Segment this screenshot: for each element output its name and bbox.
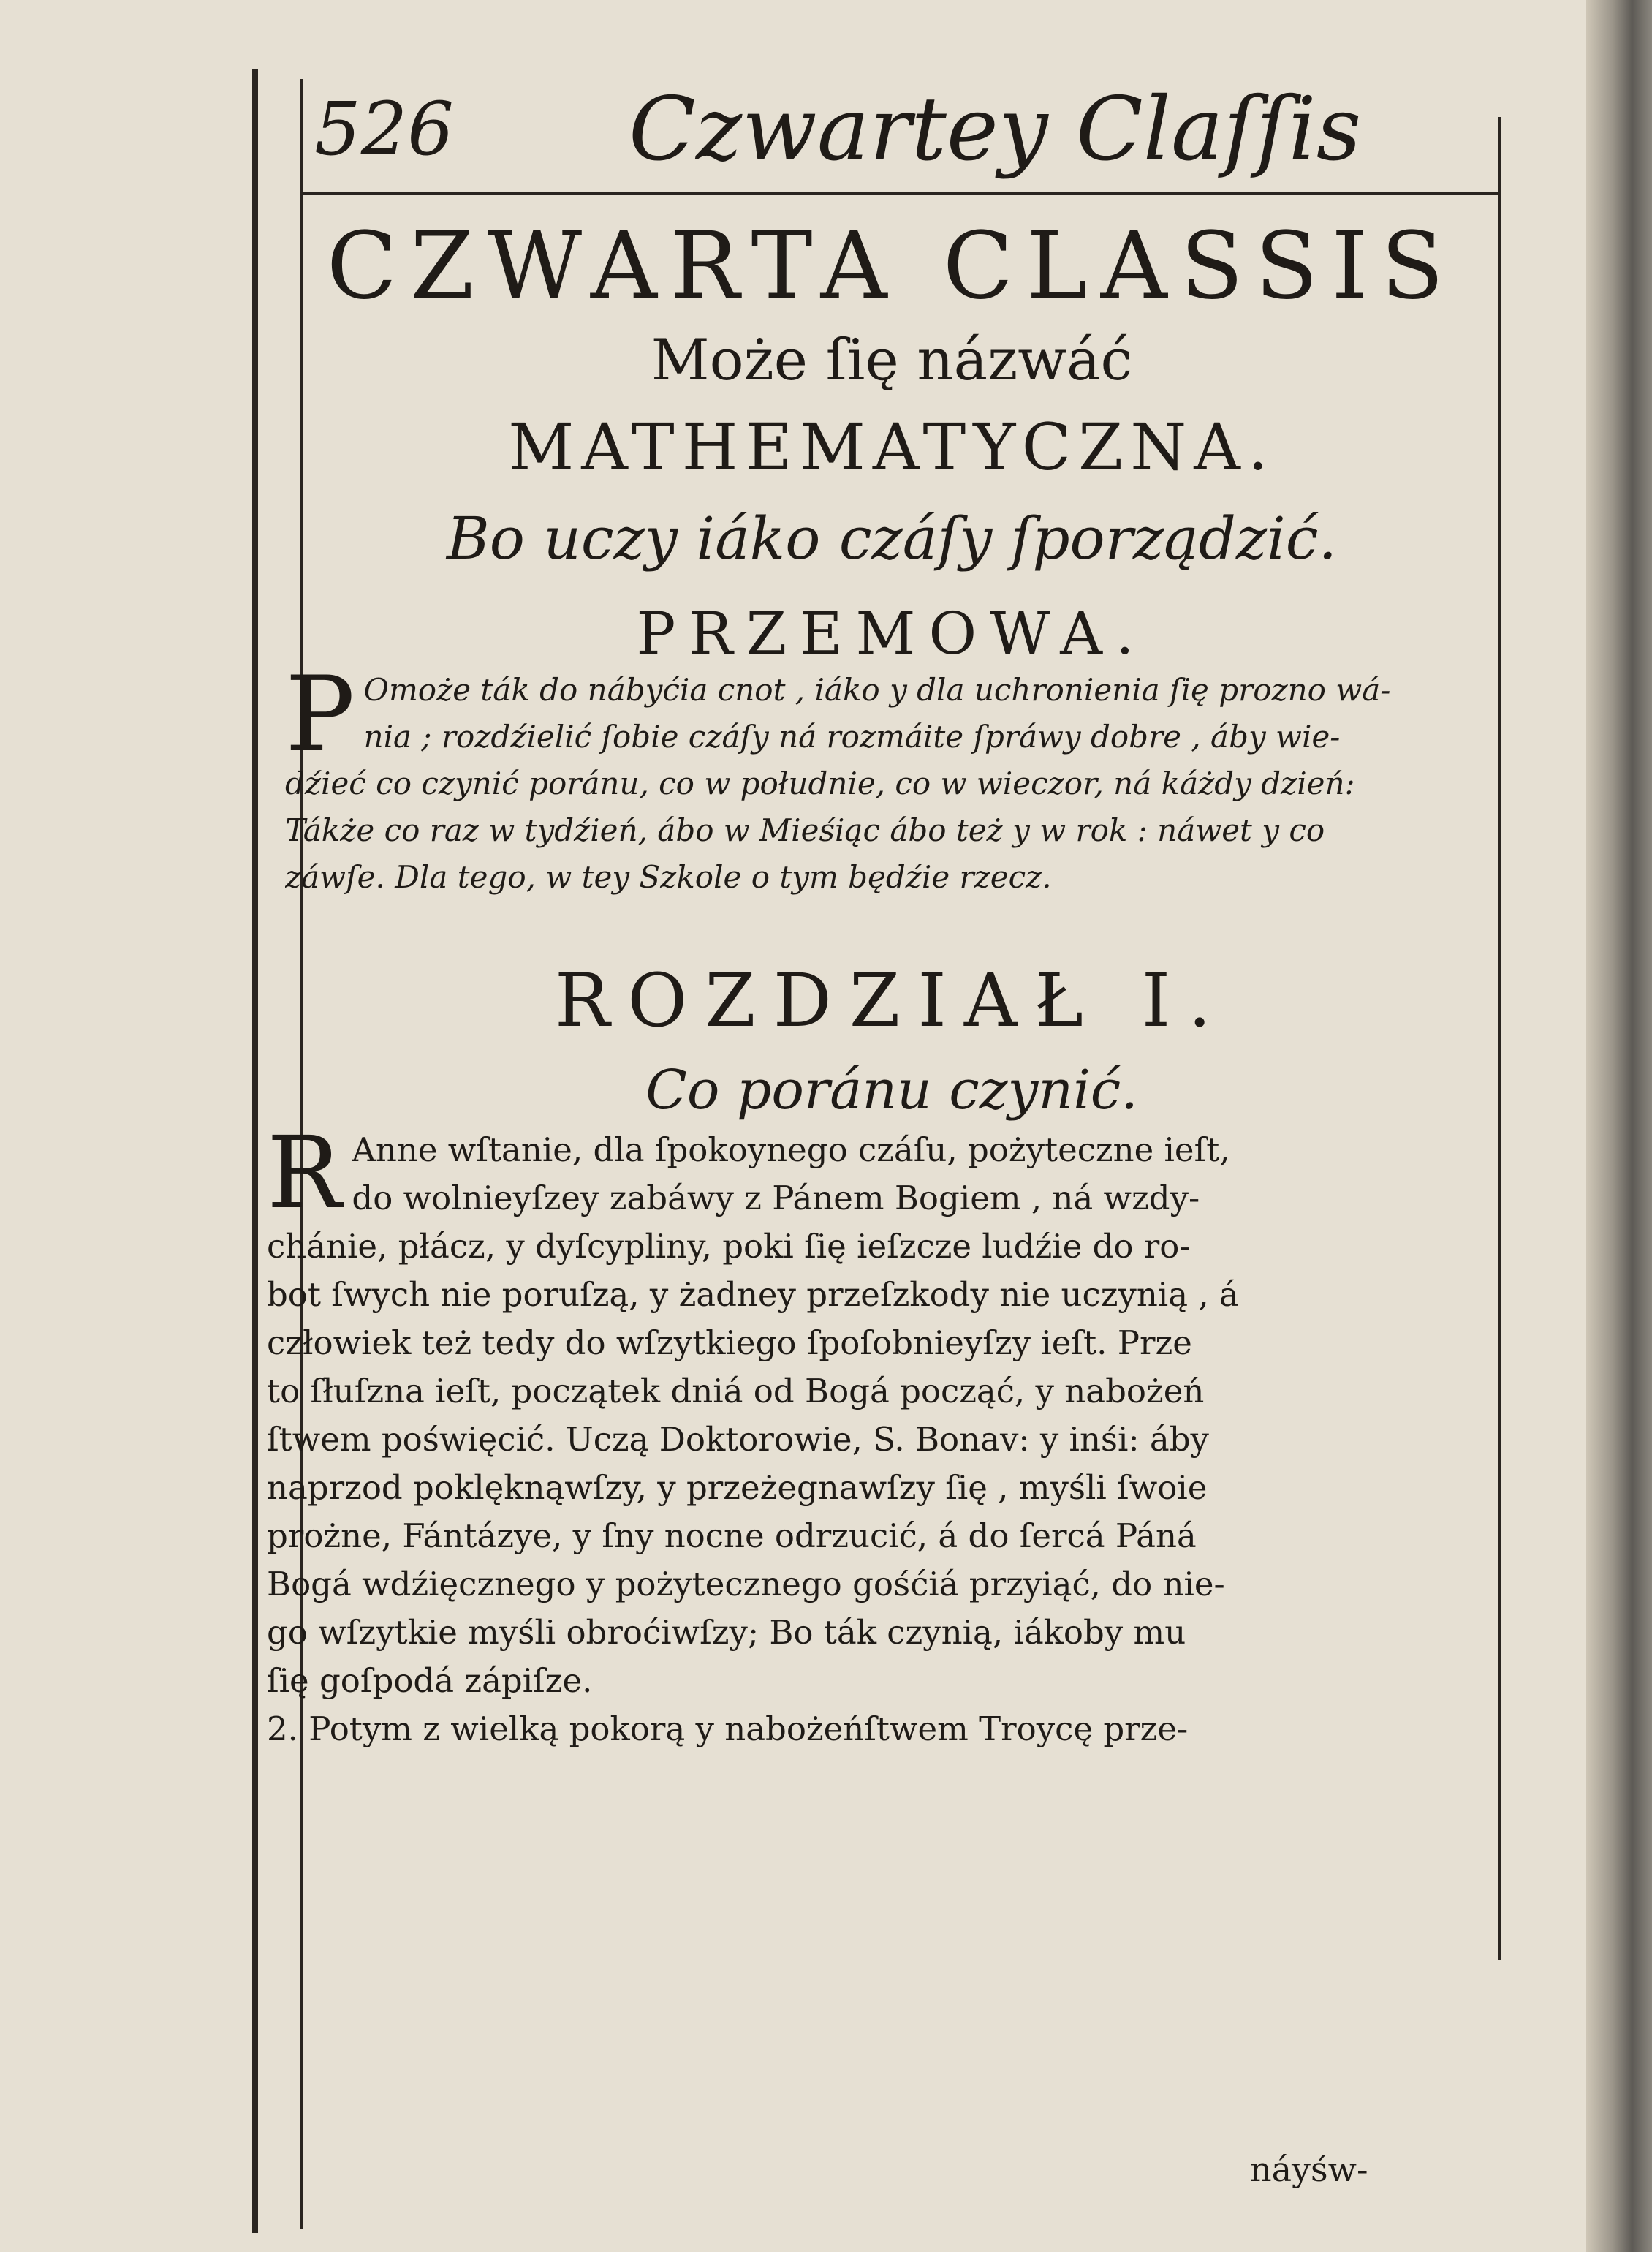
body-line: do wolnieyſzey zabáwy z Pánem Bogiem , ná wzdy-: [352, 1179, 1200, 1217]
running-head: Czwartey Claſſis: [629, 79, 1362, 181]
book-gutter: [1586, 0, 1652, 2252]
header-rule: [300, 192, 1498, 195]
section-heading: PRZEMOWA.: [636, 600, 1148, 668]
intro-line: dźieć co czynić poránu, co w południe, co w wieczor, ná káżdy dzień:: [285, 766, 1355, 801]
page-number: 526: [314, 86, 454, 172]
intro-dropcap: P: [285, 654, 355, 775]
catchword: náyśw-: [1250, 2150, 1368, 2189]
body-line: bot ſwych nie poruſzą, y żadney przeſzkody nie uczynią , á: [267, 1275, 1239, 1314]
body-line: człowiek też tedy do wſzytkiego ſpoſobnieyſzy ieſt. Prze: [267, 1323, 1192, 1362]
body-dropcap: R: [267, 1116, 342, 1231]
body-line: 2. Potym z wielką pokorą y nabożeńſtwem Troycę prze-: [267, 1709, 1189, 1748]
body-line: chánie, płácz, y dyſcypliny, poki ſię ieſzcze ludźie do ro-: [267, 1227, 1191, 1266]
body-line: naprzod poklęknąwſzy, y przeżegnawſzy ſię , myśli ſwoie: [267, 1468, 1208, 1507]
body-line: prożne, Fántázye, y ſny nocne odrzucić, á do ſercá Páná: [267, 1516, 1197, 1555]
intro-line: Tákże co raz w tydźień, ábo w Mieśiąc ábo też y w rok : náwet y co: [285, 812, 1325, 848]
subtitle-2: Bo uczy iáko czáſy ſporządzić.: [447, 505, 1337, 573]
page-frame-right: [1498, 117, 1501, 1960]
intro-line: záwſe. Dla tego, w tey Szkole o tym będźie rzecz.: [285, 859, 1052, 895]
chapter-heading: ROZDZIAŁ I.: [554, 958, 1229, 1043]
body-line: go wſzytkie myśli obroćiwſzy; Bo ták czynią, iákoby mu: [267, 1613, 1186, 1652]
body-line: Bogá wdźięcznego y pożytecznego gośćiá przyiąć, do nie-: [267, 1565, 1225, 1603]
body-paragraph: [267, 1116, 1498, 1753]
subtitle: Może ſię názwáć: [651, 328, 1133, 393]
body-line: Anne wſtanie, dla ſpokoynego czáſu, pożyteczne ieſt,: [352, 1130, 1230, 1169]
chapter-subtitle: Co poránu czynić.: [645, 1059, 1138, 1122]
body-line: ſtwem poświęcić. Uczą Doktorowie, S. Bonav: y inśi: áby: [267, 1420, 1209, 1459]
page-frame-left: [252, 69, 258, 2233]
intro-line: nia ; rozdźielić ſobie czáſy ná rozmáite ſpráwy dobre , áby wie-: [363, 719, 1341, 755]
intro-paragraph: [285, 654, 1498, 901]
body-line: to ſłuſzna ieſt, początek dniá od Bogá począć, y nabożeń: [267, 1372, 1205, 1410]
title-2: MATHEMATYCZNA.: [508, 409, 1276, 485]
page-title: CZWARTA CLASSIS: [326, 212, 1458, 320]
body-line: ſię goſpodá zápiſze.: [267, 1661, 593, 1700]
intro-line: Omoże ták do nábyćia cnot , iáko y dla uchronienia ſię prozno wá-: [363, 672, 1391, 708]
